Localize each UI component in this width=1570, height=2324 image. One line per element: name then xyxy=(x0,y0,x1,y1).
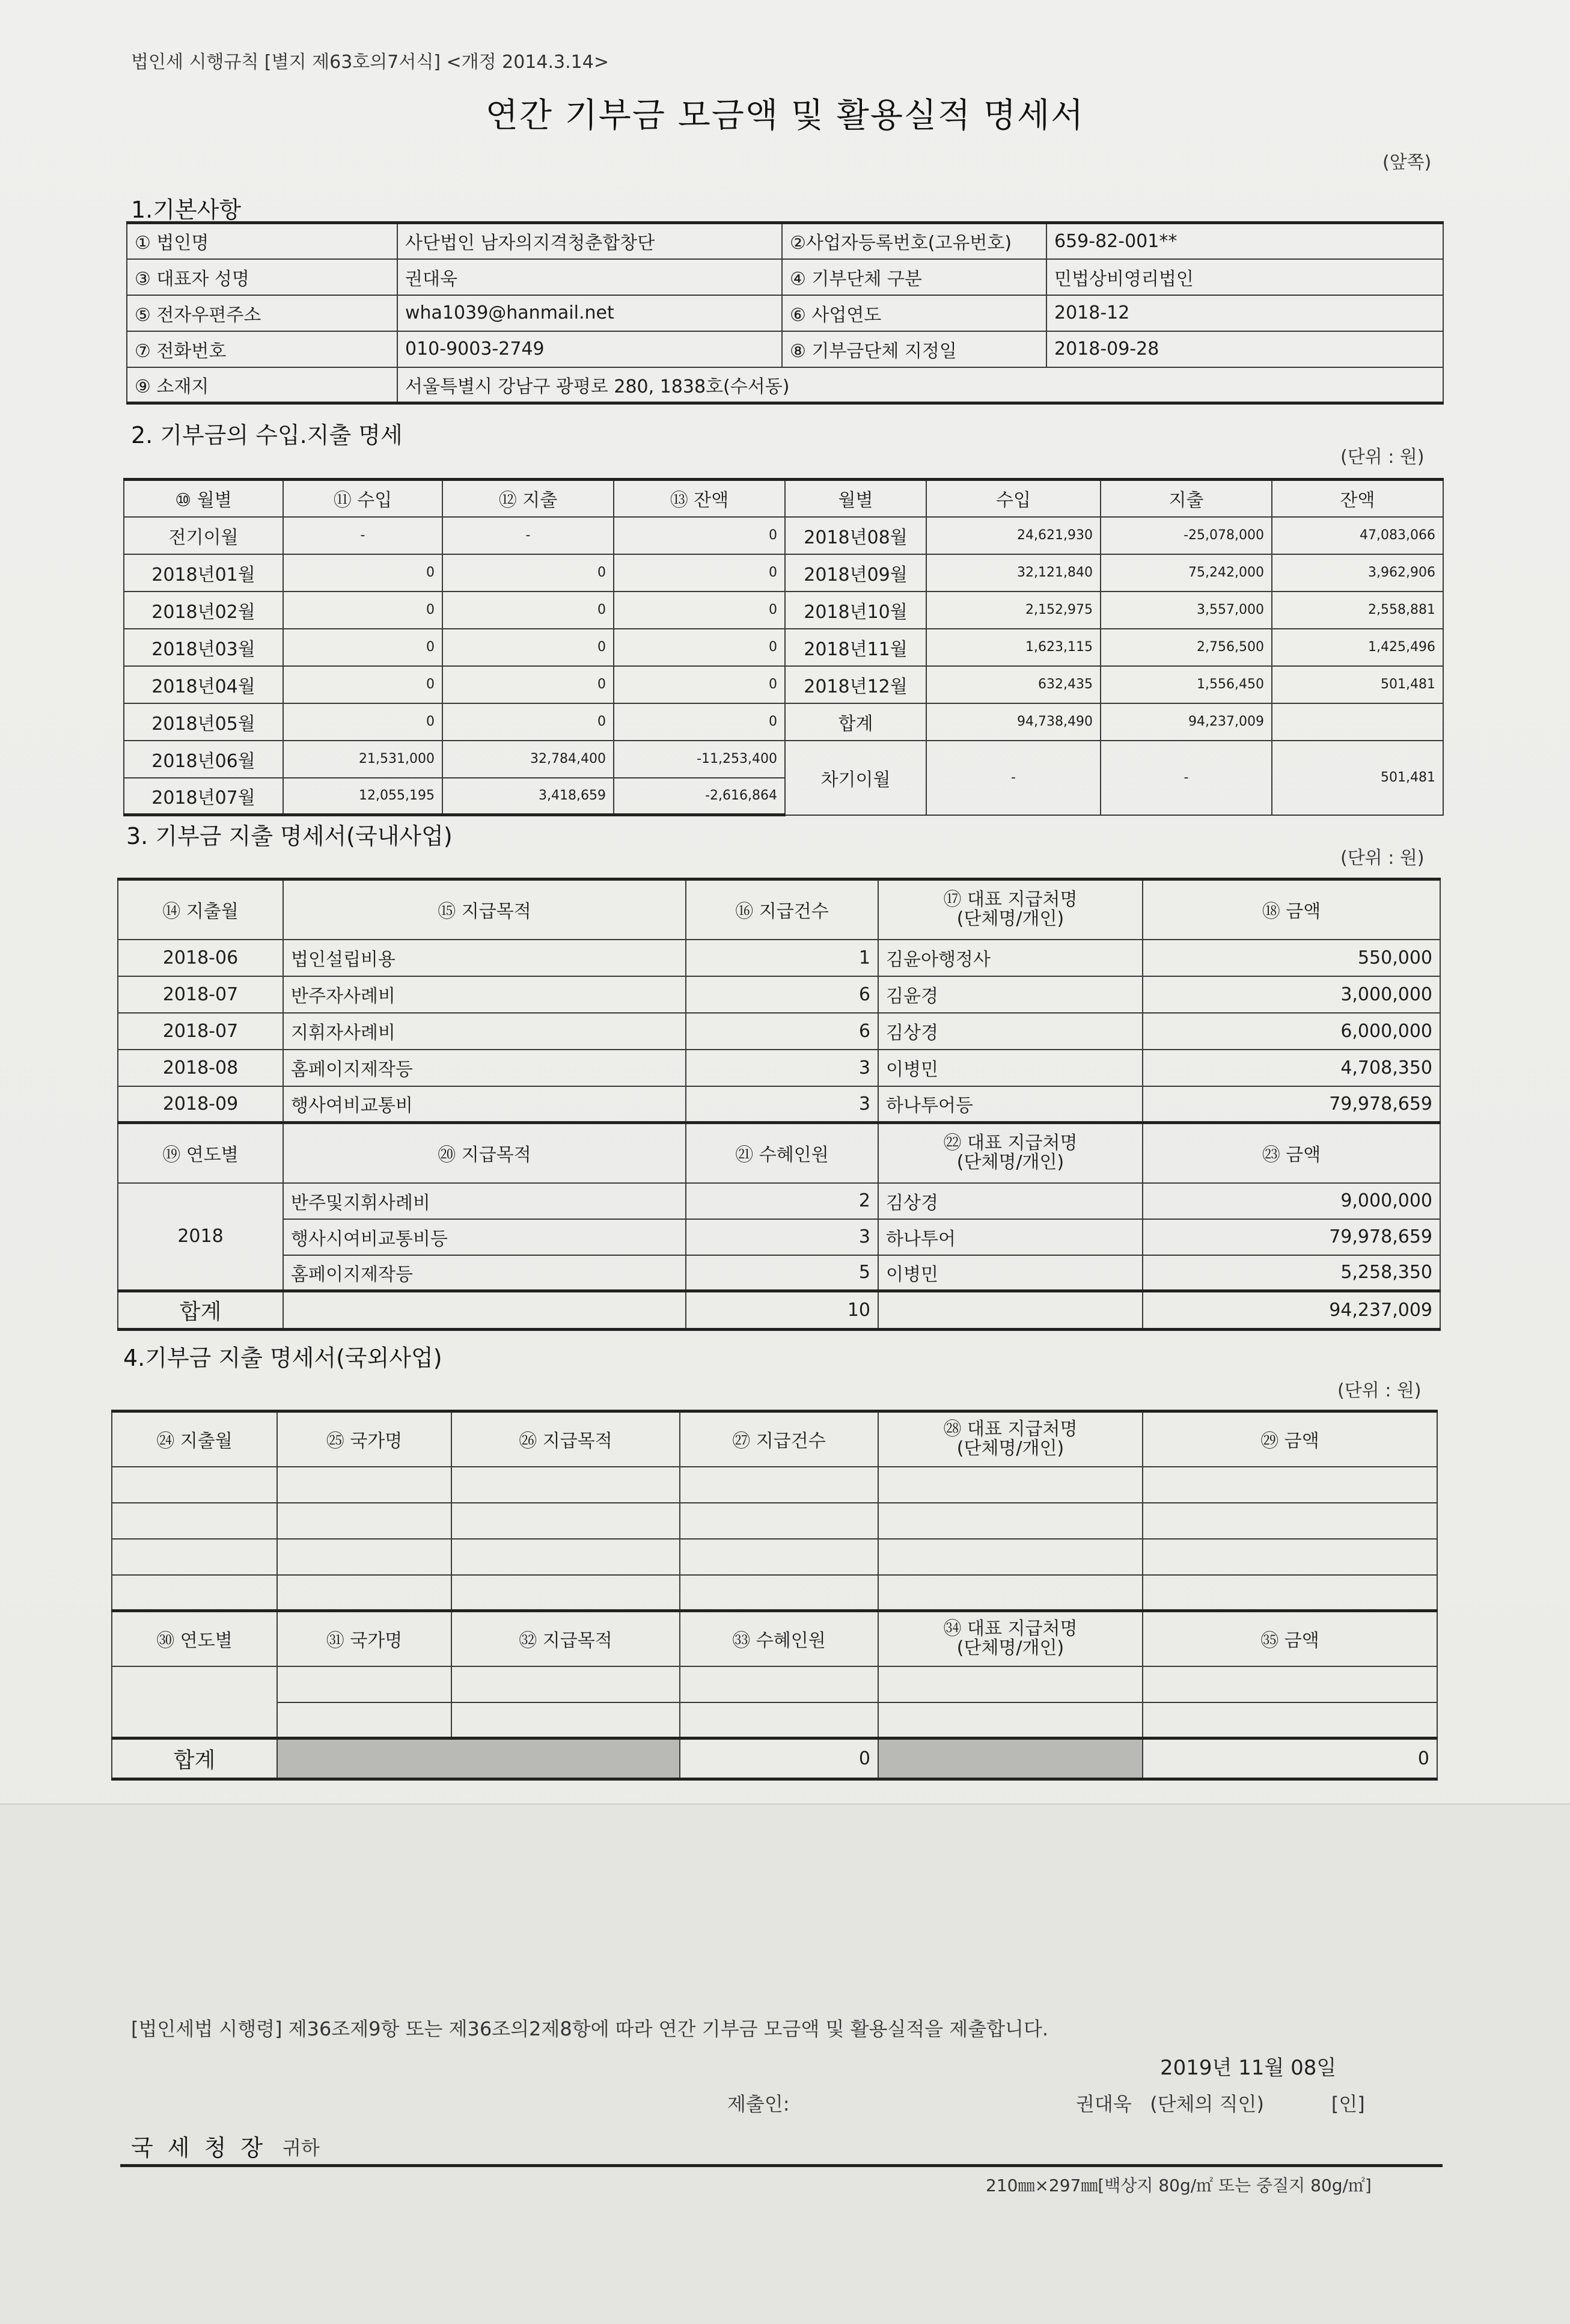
month-cell: 전기이월 xyxy=(124,517,283,554)
income-cell: 0 xyxy=(283,703,442,741)
col-header: ㉚ 연도별 xyxy=(112,1611,277,1666)
income-cell: 632,435 xyxy=(926,666,1101,703)
col-header: ㉜ 지급목적 xyxy=(451,1611,680,1666)
table-row xyxy=(112,1666,1437,1702)
recipient-cell: 이병민 xyxy=(878,1255,1143,1291)
section-basic-title: 1.기본사항 xyxy=(131,197,242,223)
total-amount: 0 xyxy=(1143,1738,1437,1779)
expense-month-cell: 2018-09 xyxy=(118,1086,283,1123)
col-header: 잔액 xyxy=(1272,480,1443,517)
table-row xyxy=(112,1503,1437,1539)
beneficiary-count-cell: 3 xyxy=(686,1219,878,1255)
col-header: ㉞ 대표 지급처명 (단체명/개인) xyxy=(878,1611,1143,1666)
balance-cell: -11,253,400 xyxy=(614,741,785,778)
income-cell: 0 xyxy=(283,592,442,629)
overseas-total-row xyxy=(112,1738,1437,1779)
month-cell: 2018년06월 xyxy=(124,741,283,778)
expense-cell: 3,418,659 xyxy=(442,778,614,815)
carry-income-cell: - xyxy=(926,741,1101,815)
col-header: ㉝ 수혜인원 xyxy=(680,1611,878,1666)
expense-cell: 2,756,500 xyxy=(1101,629,1272,666)
section-income-title: 2. 기부금의 수입.지출 명세 xyxy=(131,422,403,448)
col-header: ㉖ 지급목적 xyxy=(451,1411,680,1467)
basic-row xyxy=(127,223,1443,259)
table-row xyxy=(118,1013,1440,1050)
table-row xyxy=(124,592,1443,629)
expense-cell: 75,242,000 xyxy=(1101,554,1272,592)
front-side-label: (앞쪽) xyxy=(1382,152,1432,173)
balance-cell: -2,616,864 xyxy=(614,778,785,815)
balance-total-cell xyxy=(1272,703,1443,741)
income-unit: (단위 : 원) xyxy=(1340,447,1425,468)
expense-cell: 0 xyxy=(442,666,614,703)
footer-divider xyxy=(120,2164,1443,2167)
expense-cell: - xyxy=(442,517,614,554)
month-cell: 2018년12월 xyxy=(785,666,926,703)
income-cell: 1,623,115 xyxy=(926,629,1101,666)
expense-cell: 0 xyxy=(442,703,614,741)
balance-cell: 0 xyxy=(614,666,785,703)
total-shaded xyxy=(878,1738,1143,1779)
basic-label: ⑧ 기부금단체 지정일 xyxy=(782,331,1046,367)
count-cell: 3 xyxy=(686,1050,878,1086)
overseas-header-row xyxy=(112,1411,1437,1467)
expense-total-cell: 94,237,009 xyxy=(1101,703,1272,741)
amount-cell: 550,000 xyxy=(1143,940,1440,976)
income-cell: 32,121,840 xyxy=(926,554,1101,592)
recipient-cell: 김상경 xyxy=(878,1013,1143,1050)
month-cell: 2018년10월 xyxy=(785,592,926,629)
submission-date: 2019년 11월 08일 xyxy=(1160,2056,1337,2080)
col-header: ⑮ 지급목적 xyxy=(283,879,686,940)
balance-cell: 0 xyxy=(614,517,785,554)
count-cell: 6 xyxy=(686,976,878,1013)
submitter-label: 제출인: xyxy=(727,2093,790,2115)
amount-cell: 6,000,000 xyxy=(1143,1013,1440,1050)
balance-cell: 0 xyxy=(614,592,785,629)
expense-cell: 0 xyxy=(442,554,614,592)
balance-cell: 3,962,906 xyxy=(1272,554,1443,592)
income-cell: 21,531,000 xyxy=(283,741,442,778)
beneficiary-count-cell: 5 xyxy=(686,1255,878,1291)
recipient-cell: 이병민 xyxy=(878,1050,1143,1086)
month-cell: 2018년01월 xyxy=(124,554,283,592)
table-row xyxy=(124,703,1443,741)
balance-cell: 501,481 xyxy=(1272,666,1443,703)
table-row xyxy=(118,1219,1440,1255)
basic-value: 2018-09-28 xyxy=(1046,331,1443,367)
amount-cell: 5,258,350 xyxy=(1143,1255,1440,1291)
recipient-cell: 김윤아행정사 xyxy=(878,940,1143,976)
balance-cell: 0 xyxy=(614,703,785,741)
income-cell: 0 xyxy=(283,629,442,666)
submitter-name: 권대욱 (단체의 직인) [인] xyxy=(1076,2093,1365,2115)
income-cell: 2,152,975 xyxy=(926,592,1101,629)
total-blank xyxy=(878,1291,1143,1330)
amount-cell: 79,978,659 xyxy=(1143,1086,1440,1123)
col-header: ㉕ 국가명 xyxy=(277,1411,451,1467)
col-header: ㉗ 지급건수 xyxy=(680,1411,878,1467)
table-row xyxy=(124,554,1443,592)
recipient-cell: 김상경 xyxy=(878,1183,1143,1219)
basic-label: ③ 대표자 성명 xyxy=(127,259,397,295)
total-shaded xyxy=(277,1738,680,1779)
table-row xyxy=(124,629,1443,666)
col-header: ⑩ 월별 xyxy=(124,480,283,517)
col-header: ㉑ 수혜인원 xyxy=(686,1123,878,1183)
expense-month-cell: 2018-06 xyxy=(118,940,283,976)
count-cell: 3 xyxy=(686,1086,878,1123)
count-cell: 6 xyxy=(686,1013,878,1050)
domestic-header-row xyxy=(118,879,1440,940)
col-header: ㉒ 대표 지급처명 (단체명/개인) xyxy=(878,1123,1143,1183)
col-header: ⑭ 지출월 xyxy=(118,879,283,940)
amount-cell: 4,708,350 xyxy=(1143,1050,1440,1086)
basic-row-address xyxy=(127,367,1443,403)
basic-label: ⑥ 사업연도 xyxy=(782,295,1046,331)
balance-cell: 2,558,881 xyxy=(1272,592,1443,629)
declaration-text: [법인세법 시행령] 제36조제9항 또는 제36조의2제8항에 따라 연간 기부금 모금액 및 활용실적을 제출합니다. xyxy=(131,2017,1049,2040)
basic-row xyxy=(127,331,1443,367)
recipient-cell: 하나투어 xyxy=(878,1219,1143,1255)
law-reference: 법인세 시행규칙 [별지 제63호의7서식] <개정 2014.3.14> xyxy=(131,52,609,73)
income-expense-table xyxy=(123,478,1444,816)
amount-cell: 79,978,659 xyxy=(1143,1219,1440,1255)
recipient-suffix: 귀하 xyxy=(283,2136,320,2159)
expense-cell: 32,784,400 xyxy=(442,741,614,778)
basic-label: ④ 기부단체 구분 xyxy=(782,259,1046,295)
balance-cell: 47,083,066 xyxy=(1272,517,1443,554)
expense-cell: -25,078,000 xyxy=(1101,517,1272,554)
purpose-cell: 행사여비교통비 xyxy=(283,1086,686,1123)
overseas-expense-table xyxy=(111,1410,1438,1781)
month-cell: 2018년03월 xyxy=(124,629,283,666)
col-header: ⑱ 금액 xyxy=(1143,879,1440,940)
table-row xyxy=(112,1702,1437,1738)
amount-cell: 3,000,000 xyxy=(1143,976,1440,1013)
balance-cell: 1,425,496 xyxy=(1272,629,1443,666)
month-cell: 2018년05월 xyxy=(124,703,283,741)
domestic-expense-table xyxy=(117,878,1441,1331)
purpose-cell: 법인설립비용 xyxy=(283,940,686,976)
col-header: ㉘ 대표 지급처명 (단체명/개인) xyxy=(878,1411,1143,1467)
table-row xyxy=(118,1183,1440,1219)
domestic-unit: (단위 : 원) xyxy=(1340,848,1425,869)
month-cell: 2018년08월 xyxy=(785,517,926,554)
section-domestic-title: 3. 기부금 지출 명세서(국내사업) xyxy=(126,823,453,849)
income-cell: 24,621,930 xyxy=(926,517,1101,554)
expense-cell: 3,557,000 xyxy=(1101,592,1272,629)
basic-row xyxy=(127,259,1443,295)
table-row xyxy=(118,1086,1440,1123)
expense-month-cell: 2018-07 xyxy=(118,1013,283,1050)
table-row xyxy=(112,1539,1437,1575)
month-cell: 2018년02월 xyxy=(124,592,283,629)
overseas-header-row-2 xyxy=(112,1611,1437,1666)
col-header: ⑰ 대표 지급처명 (단체명/개인) xyxy=(878,879,1143,940)
basic-value: 659-82-001** xyxy=(1046,223,1443,259)
expense-month-cell: 2018-08 xyxy=(118,1050,283,1086)
basic-label: ②사업자등록번호(고유번호) xyxy=(782,223,1046,259)
total-label: 합계 xyxy=(112,1738,277,1779)
basic-value: wha1039@hanmail.net xyxy=(397,295,782,331)
table-row xyxy=(118,976,1440,1013)
col-header: 수입 xyxy=(926,480,1101,517)
table-row xyxy=(118,1255,1440,1291)
income-total-cell: 94,738,490 xyxy=(926,703,1101,741)
col-header: ⑪ 수입 xyxy=(283,480,442,517)
basic-value: 2018-12 xyxy=(1046,295,1443,331)
col-header: ⑬ 잔액 xyxy=(614,480,785,517)
table-row xyxy=(124,666,1443,703)
carry-forward-label: 차기이월 xyxy=(785,741,926,815)
month-cell: 2018년11월 xyxy=(785,629,926,666)
income-cell: 12,055,195 xyxy=(283,778,442,815)
recipient-cell: 김윤경 xyxy=(878,976,1143,1013)
col-header: 지출 xyxy=(1101,480,1272,517)
col-header: ㉓ 금액 xyxy=(1143,1123,1440,1183)
purpose-cell: 홈페이지제작등 xyxy=(283,1255,686,1291)
year-cell: 2018 xyxy=(118,1183,283,1291)
basic-value: 민법상비영리법인 xyxy=(1046,259,1443,295)
income-cell: 0 xyxy=(283,554,442,592)
expense-cell: 0 xyxy=(442,629,614,666)
carry-expense-cell: - xyxy=(1101,741,1272,815)
basic-value: 사단법인 남자의지격청춘합창단 xyxy=(397,223,782,259)
basic-label: ① 법인명 xyxy=(127,223,397,259)
income-cell: 0 xyxy=(283,666,442,703)
total-count: 10 xyxy=(686,1291,878,1330)
recipient-office: 국 세 청 장 xyxy=(131,2135,267,2161)
domestic-header-row-2 xyxy=(118,1123,1440,1183)
table-row xyxy=(124,517,1443,554)
purpose-cell: 반주및지휘사례비 xyxy=(283,1183,686,1219)
balance-cell: 0 xyxy=(614,554,785,592)
income-cell: - xyxy=(283,517,442,554)
total-blank xyxy=(283,1291,686,1330)
month-cell: 2018년07월 xyxy=(124,778,283,815)
col-header: ㉔ 지출월 xyxy=(112,1411,277,1467)
purpose-cell: 행사시여비교통비등 xyxy=(283,1219,686,1255)
table-row xyxy=(112,1575,1437,1611)
table-row xyxy=(118,940,1440,976)
table-row xyxy=(124,741,1443,778)
purpose-cell: 반주자사례비 xyxy=(283,976,686,1013)
basic-label: ⑦ 전화번호 xyxy=(127,331,397,367)
basic-value: 010-9003-2749 xyxy=(397,331,782,367)
expense-cell: 0 xyxy=(442,592,614,629)
beneficiary-count-cell: 2 xyxy=(686,1183,878,1219)
expense-month-cell: 2018-07 xyxy=(118,976,283,1013)
col-header: ⑯ 지급건수 xyxy=(686,879,878,940)
page-title: 연간 기부금 모금액 및 활용실적 명세서 xyxy=(485,96,1085,135)
balance-cell: 0 xyxy=(614,629,785,666)
recipient-cell: 하나투어등 xyxy=(878,1086,1143,1123)
basic-value: 권대욱 xyxy=(397,259,782,295)
income-header-row xyxy=(124,480,1443,517)
count-cell: 1 xyxy=(686,940,878,976)
purpose-cell: 홈페이지제작등 xyxy=(283,1050,686,1086)
col-header: ㉙ 금액 xyxy=(1143,1411,1437,1467)
month-cell: 2018년04월 xyxy=(124,666,283,703)
basic-info-table xyxy=(126,221,1444,405)
paper-size-note: 210㎜×297㎜[백상지 80g/㎡ 또는 중질지 80g/㎡] xyxy=(986,2176,1372,2195)
domestic-total-row xyxy=(118,1291,1440,1330)
col-header: ㉛ 국가명 xyxy=(277,1611,451,1666)
purpose-cell: 지휘자사례비 xyxy=(283,1013,686,1050)
basic-row xyxy=(127,295,1443,331)
month-cell: 2018년09월 xyxy=(785,554,926,592)
col-header: 월별 xyxy=(785,480,926,517)
col-header: ㉟ 금액 xyxy=(1143,1611,1437,1666)
expense-cell: 1,556,450 xyxy=(1101,666,1272,703)
table-row xyxy=(112,1467,1437,1503)
basic-label: ⑤ 전자우편주소 xyxy=(127,295,397,331)
amount-cell: 9,000,000 xyxy=(1143,1183,1440,1219)
address-value: 서울특별시 강남구 광평로 280, 1838호(수서동) xyxy=(397,367,1443,403)
table-row xyxy=(118,1050,1440,1086)
carry-balance-cell: 501,481 xyxy=(1272,741,1443,815)
total-label: 합계 xyxy=(118,1291,283,1330)
overseas-unit: (단위 : 원) xyxy=(1337,1380,1422,1401)
total-label-cell: 합계 xyxy=(785,703,926,741)
col-header: ⑫ 지출 xyxy=(442,480,614,517)
total-amount: 94,237,009 xyxy=(1143,1291,1440,1330)
address-label: ⑨ 소재지 xyxy=(127,367,397,403)
col-header: ⑳ 지급목적 xyxy=(283,1123,686,1183)
total-count: 0 xyxy=(680,1738,878,1779)
section-overseas-title: 4.기부금 지출 명세서(국외사업) xyxy=(123,1345,442,1371)
col-header: ⑲ 연도별 xyxy=(118,1123,283,1183)
